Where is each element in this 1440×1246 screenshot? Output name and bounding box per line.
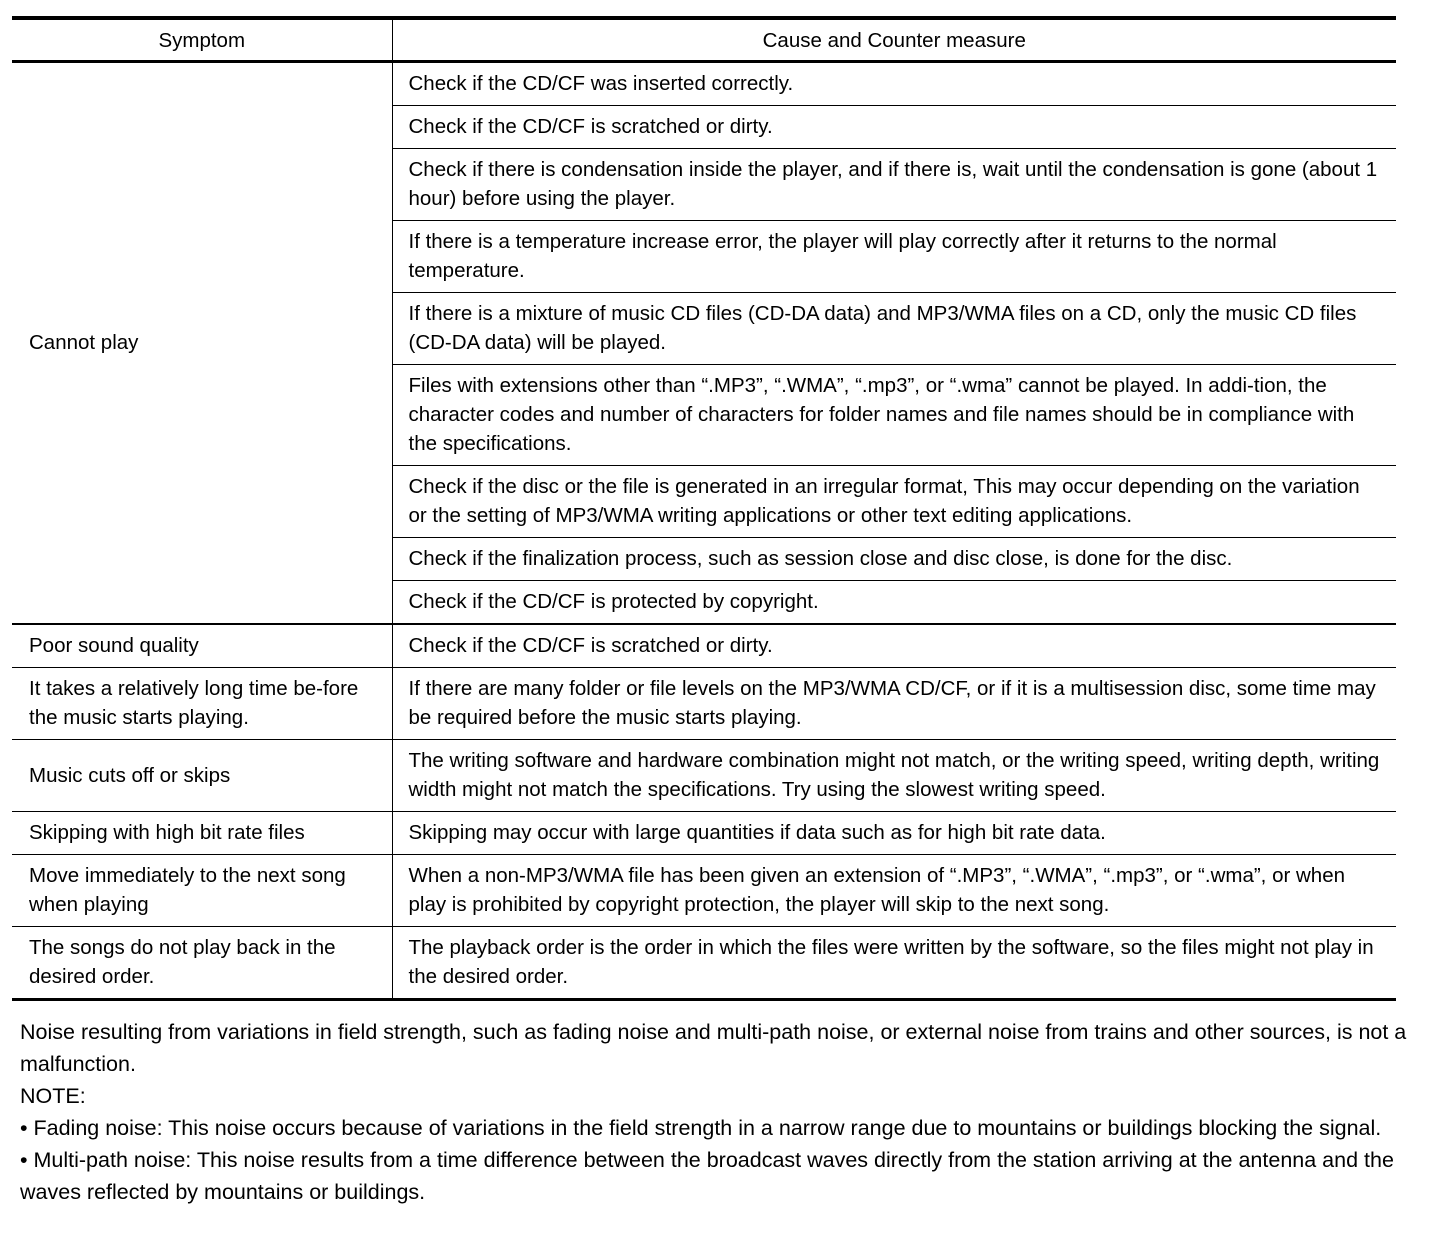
cause-cell: If there is a temperature increase error, the player will play correctly after it returns to the normal temperature. [392,221,1396,293]
cause-cell: The writing software and hardware combination might not match, or the writing speed, writing depth, writing width might not match the specifications. Try using the slowest writing speed. [392,740,1396,812]
symptom-cannot-play: Cannot play [29,331,139,354]
cause-cell: Files with extensions other than “.MP3”, “.WMA”, “.mp3”, or “.wma” cannot be played. In addi-tion, the character codes and number of characters for folder names and file names should be in compliance with the specifications. [392,365,1396,466]
table-row [12,62,1396,106]
cause-cell: Check if the CD/CF was inserted correctly. [392,62,1396,106]
cause-cell: Check if the CD/CF is scratched or dirty. [392,624,1396,668]
cause-cell: Check if the CD/CF is protected by copyright. [392,581,1396,625]
symptom-cell: Poor sound quality [12,624,392,668]
cause-cell: The playback order is the order in which the files were written by the software, so the files might not play in the desired order. [392,927,1396,1000]
header-cause: Cause and Counter measure [392,18,1396,62]
cause-cell: Check if the disc or the file is generated in an irregular format, This may occur depending on the variation or the setting of MP3/WMA writing applications or other text editing applications. [392,466,1396,538]
notes-intro: Noise resulting from variations in field strength, such as fading noise and multi-path noise, or external noise from trains and other sources, is not a malfunction. [20,1020,1407,1076]
table-row [12,668,1396,740]
cause-cell: Check if the CD/CF is scratched or dirty. [392,106,1396,149]
symptom-cell: Skipping with high bit rate files [12,812,392,855]
cause-cell: Skipping may occur with large quantities if data such as for high bit rate data. [392,812,1396,855]
table-row [12,927,1396,1000]
symptom-cell: Music cuts off or skips [12,740,392,812]
symptom-cell: It takes a relatively long time be-fore the music starts playing. [12,668,392,740]
cause-cell: When a non-MP3/WMA file has been given an extension of “.MP3”, “.WMA”, “.mp3”, or “.wma”, or when play is prohibited by copyright protection, the player will skip to the next song. [392,855,1396,927]
header-symptom: Symptom [12,18,392,62]
table-row [12,812,1396,855]
noise-notes [12,1016,1420,1208]
note-bullet-fading: • Fading noise: This noise occurs because of variations in the field strength in a narrow range due to mountains or buildings blocking the signal. [20,1116,1382,1140]
symptom-cell: The songs do not play back in the desired order. [12,927,392,1000]
table-row [12,855,1396,927]
troubleshooting-document [12,16,1407,1208]
symptom-cell: Move immediately to the next song when playing [12,855,392,927]
table-header-row [12,18,1396,62]
cause-cell: Check if the finalization process, such as session close and disc close, is done for the disc. [392,538,1396,581]
note-label: NOTE: [20,1084,86,1108]
note-bullet-multipath: • Multi-path noise: This noise results from a time difference between the broadcast waves directly from the station arriving at the antenna and the waves reflected by mountains or buildings. [20,1148,1394,1204]
troubleshooting-table [12,16,1396,1001]
table-row [12,740,1396,812]
cause-cell: If there are many folder or file levels on the MP3/WMA CD/CF, or if it is a multisession disc, some time may be required before the music starts playing. [392,668,1396,740]
table-row [12,624,1396,668]
cause-cell: If there is a mixture of music CD files (CD-DA data) and MP3/WMA files on a CD, only the music CD files (CD-DA data) will be played. [392,293,1396,365]
cause-cell: Check if there is condensation inside the player, and if there is, wait until the condensation is gone (about 1 hour) before using the player. [392,149,1396,221]
